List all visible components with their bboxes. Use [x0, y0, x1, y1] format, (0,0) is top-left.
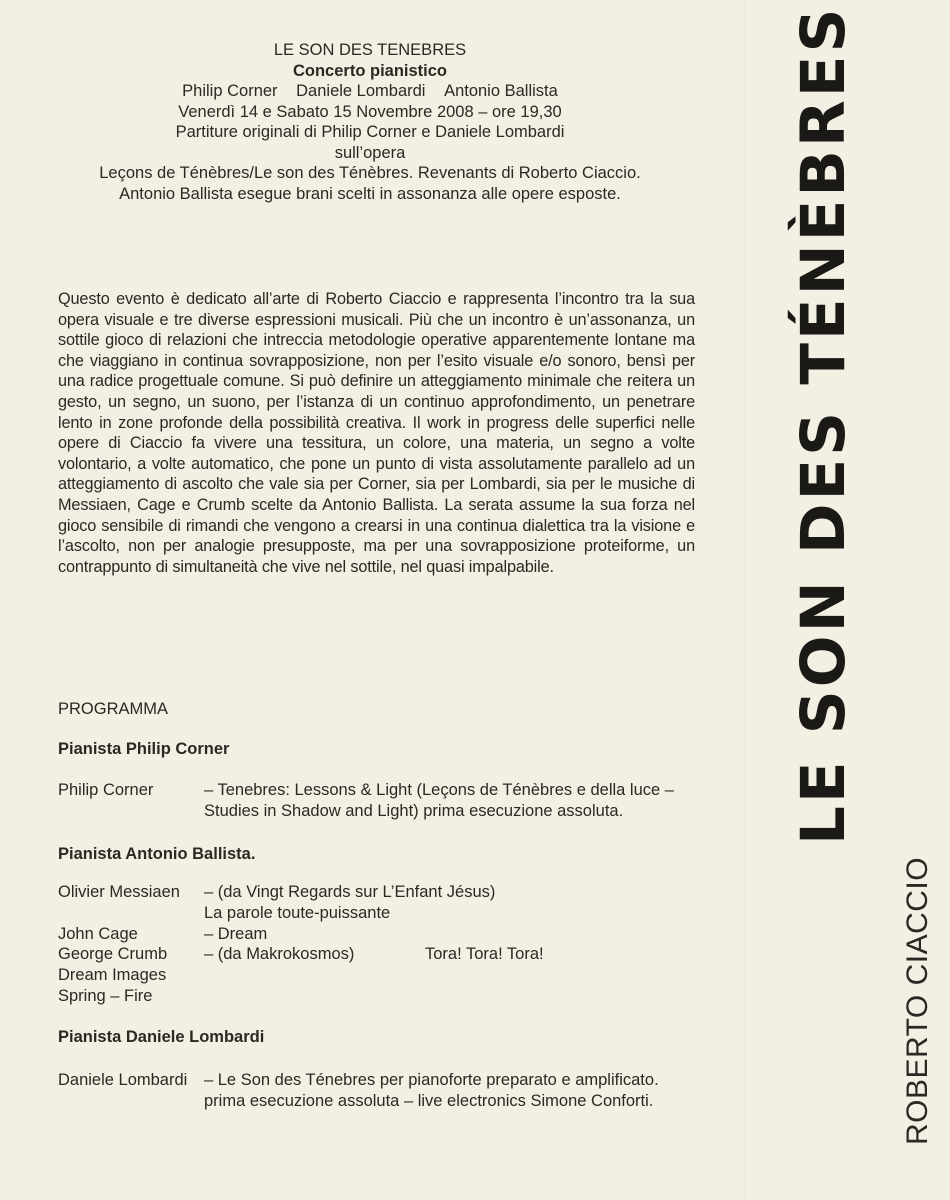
concert-date: Venerdì 14 e Sabato 15 Novembre 2008 – ore 19,30	[178, 102, 562, 121]
performer-name: Philip Corner	[182, 82, 278, 100]
work-title: – (da Vingt Regards sur L’Enfant Jésus)	[204, 883, 496, 901]
pianist-heading: Pianista Antonio Ballista.	[58, 845, 256, 863]
program-row	[58, 944, 354, 965]
program-heading: PROGRAMMA	[58, 700, 169, 718]
program-row	[58, 882, 495, 903]
header-line: sull’opera	[334, 143, 406, 162]
composer-name: Philip Corner	[58, 781, 154, 799]
concert-header	[40, 40, 700, 204]
work-title: – Tenebres: Lessons & Light (Leçons de Ténèbres e della luce –	[204, 781, 674, 799]
composer-name: Olivier Messiaen	[58, 883, 180, 901]
work-title: – Le Son des Ténebres per pianoforte preparato e amplificato.	[204, 1071, 659, 1089]
program-row: Spring – Fire	[58, 987, 153, 1005]
performers-line	[40, 81, 700, 102]
program-row	[58, 924, 267, 945]
concert-subtitle: Concerto pianistico	[292, 61, 448, 80]
work-title-continued: prima esecuzione assoluta – live electronics Simone Conforti.	[204, 1092, 654, 1110]
spine-title-text: LE SON DES TÉNÈBRES	[788, 5, 859, 845]
header-line: Partiture originali di Philip Corner e Daniele Lombardi	[175, 123, 565, 141]
header-line: Leçons de Ténèbres/Le son des Ténèbres. Revenants di Roberto Ciaccio.	[99, 164, 641, 182]
intro-paragraph: Questo evento è dedicato all’arte di Roberto Ciaccio e rappresenta l’incontro tra la sua opera visuale e tre diverse espressioni musicali. Più che un incontro è un’assonanza, un sottile gioco di relazioni che intreccia metodologie operative apparentemente lontane ma che viaggiano in continua sovrapposizione, non per l’esito visuale e/o sonoro, bensì per una radice progettuale comune. Si può definire un atteggiamento minimale che reitera un gesto, un segno, un suono, per l’istanza di un continuo approfondimento, un penetrare lento in zone profonde della possibilità creativa. Il work in progress delle superfici nelle opere di Ciaccio fa vivere una tessitura, un colore, una materia, un segno a volte volontario, a volte automatico, che pone un punto di vista assolutamente parallelo ad un atteggiamento di ascolto che vale sia per Corner, sia per Lombardi, sia per le musiche di Messiaen, Cage e Crumb scelte da Antonio Ballista. La serata assume la sua forza nel gioco sensibile di rimandi che vengono a crearsi in una continua dialettica tra la visione e l’ascolto, non per analogie presupposte, ma per una sovrapposizione proteiforme, un contrappunto di simultaneità che vive nel sottile, nel quasi impalpabile.	[58, 290, 695, 576]
work-title: – (da Makrokosmos)	[204, 945, 355, 963]
work-title-continued: Studies in Shadow and Light) prima esecuzione assoluta.	[204, 802, 624, 820]
pianist-heading: Pianista Philip Corner	[58, 740, 230, 758]
spine-author: ROBERTO CIACCIO	[901, 856, 934, 1145]
work-title-continued: La parole toute-puissante	[204, 904, 391, 922]
program-row	[58, 780, 674, 801]
composer-name: Daniele Lombardi	[58, 1071, 188, 1089]
pianist-heading: Pianista Daniele Lombardi	[58, 1028, 265, 1046]
header-line: Antonio Ballista esegue brani scelti in assonanza alle opere esposte.	[119, 184, 621, 203]
concert-title: LE SON DES TENEBRES	[273, 41, 467, 59]
work-title: – Dream	[204, 925, 268, 943]
work-title: Tora! Tora! Tora!	[425, 945, 544, 963]
performer-name: Antonio Ballista	[444, 82, 558, 100]
performer-name: Daniele Lombardi	[296, 82, 426, 100]
composer-name: George Crumb	[58, 945, 168, 963]
program-row: Dream Images	[58, 966, 167, 984]
spine-title	[788, 5, 860, 845]
page-fold	[745, 0, 747, 1200]
program-row	[58, 1070, 659, 1091]
composer-name: John Cage	[58, 925, 138, 943]
